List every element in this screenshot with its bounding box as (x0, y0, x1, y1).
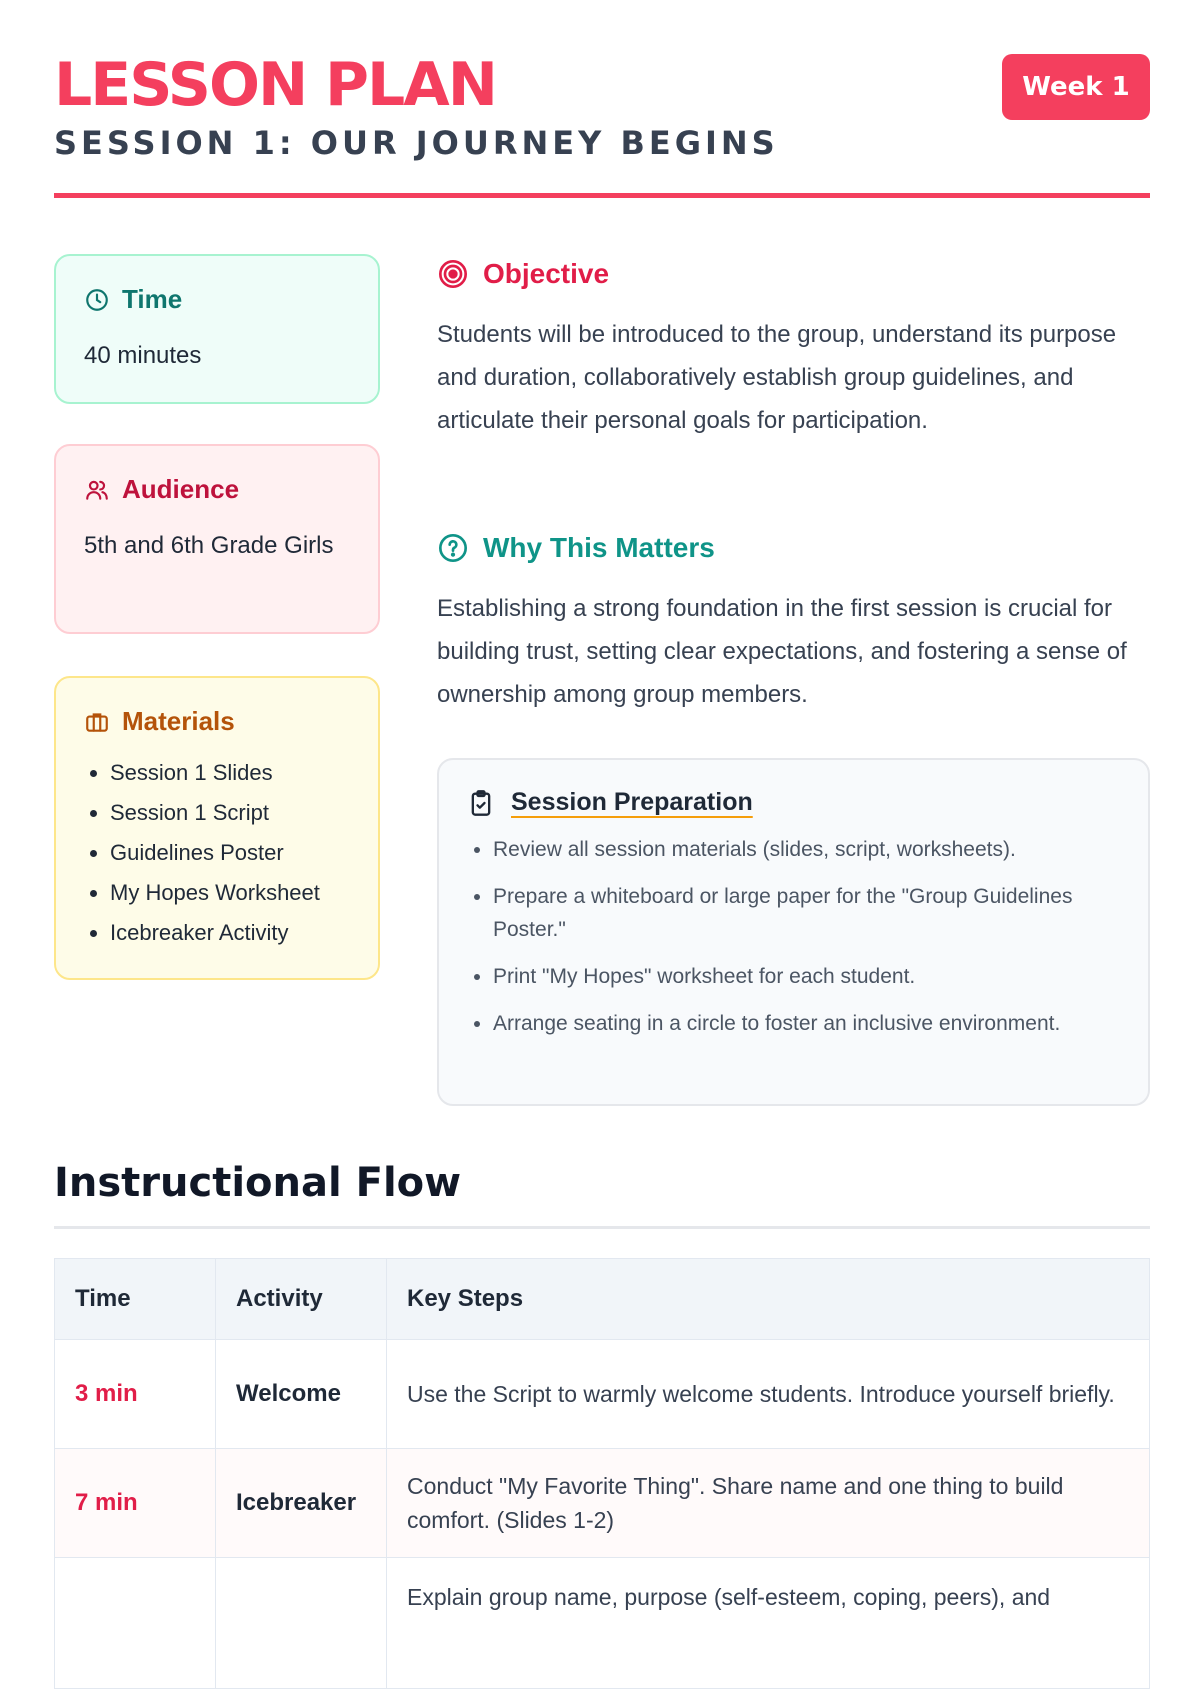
materials-card-label: Materials (122, 706, 235, 736)
audience-card (54, 444, 380, 634)
time-card (54, 254, 380, 404)
row-steps: Explain group name, purpose (self-esteem, coping, peers), and (387, 1558, 1150, 1689)
column-header-key-steps: Key Steps (387, 1259, 1150, 1340)
preparation-item: • Arrange seating in a circle to foster an inclusive environment. (493, 1007, 1120, 1040)
preparation-item: • Prepare a whiteboard or large paper for the "Group Guidelines Poster." (493, 880, 1120, 946)
briefcase-icon (84, 709, 110, 735)
time-card-header (84, 284, 350, 315)
table-header-row (55, 1259, 1150, 1340)
page-subtitle: SESSION 1: OUR JOURNEY BEGINS (54, 124, 779, 162)
week-badge: Week 1 (1002, 54, 1150, 120)
clock-icon (84, 287, 110, 313)
target-icon (437, 258, 469, 290)
time-card-value: 40 minutes (84, 342, 202, 369)
instructional-flow-table (54, 1258, 1150, 1689)
audience-card-header (84, 474, 350, 505)
materials-card-header (84, 706, 350, 737)
header-divider (54, 193, 1150, 198)
table-row (55, 1340, 1150, 1449)
why-heading (437, 532, 715, 564)
column-header-activity: Activity (216, 1259, 387, 1340)
materials-item: • Guidelines Poster (110, 833, 350, 873)
materials-item: • My Hopes Worksheet (110, 873, 350, 913)
flow-divider (54, 1226, 1150, 1229)
preparation-list (467, 833, 1120, 1040)
column-header-time: Time (55, 1259, 216, 1340)
row-activity: Icebreaker (216, 1449, 387, 1558)
row-activity (216, 1558, 387, 1689)
why-text: Establishing a strong foundation in the first session is crucial for building trust, setting clear expectations, and fostering a sense of ownership among group members. (437, 595, 1127, 708)
users-icon (84, 477, 110, 503)
preparation-label: Session Preparation (511, 788, 753, 816)
row-activity: Welcome (216, 1340, 387, 1449)
why-label: Why This Matters (483, 532, 715, 563)
row-time: 3 min (55, 1340, 216, 1449)
audience-card-value: 5th and 6th Grade Girls (84, 532, 334, 559)
row-steps: Use the Script to warmly welcome students. Introduce yourself briefly. (387, 1340, 1150, 1449)
materials-item: • Session 1 Slides (110, 753, 350, 793)
row-steps: Conduct "My Favorite Thing". Share name and one thing to build comfort. (Slides 1-2) (387, 1449, 1150, 1558)
time-card-label: Time (122, 284, 183, 314)
question-circle-icon (437, 532, 469, 564)
page-title: LESSON PLAN (54, 50, 496, 120)
session-preparation-box (437, 758, 1150, 1106)
table-row (55, 1558, 1150, 1689)
preparation-item: • Review all session materials (slides, script, worksheets). (493, 833, 1120, 866)
preparation-heading (467, 788, 1120, 817)
preparation-item: • Print "My Hopes" worksheet for each student. (493, 960, 1120, 993)
objective-heading (437, 258, 609, 290)
materials-item: • Icebreaker Activity (110, 913, 350, 953)
audience-card-label: Audience (122, 474, 240, 504)
row-time: 7 min (55, 1449, 216, 1558)
objective-label: Objective (483, 258, 610, 289)
row-time (55, 1558, 216, 1689)
materials-card (54, 676, 380, 980)
materials-item: • Session 1 Script (110, 793, 350, 833)
instructional-flow-title: Instructional Flow (54, 1160, 462, 1206)
objective-text: Students will be introduced to the group, understand its purpose and duration, collaboratively establish group guidelines, and articulate their personal goals for participation. (437, 321, 1117, 434)
clipboard-check-icon (467, 789, 495, 817)
materials-list (84, 753, 350, 953)
table-row (55, 1449, 1150, 1558)
